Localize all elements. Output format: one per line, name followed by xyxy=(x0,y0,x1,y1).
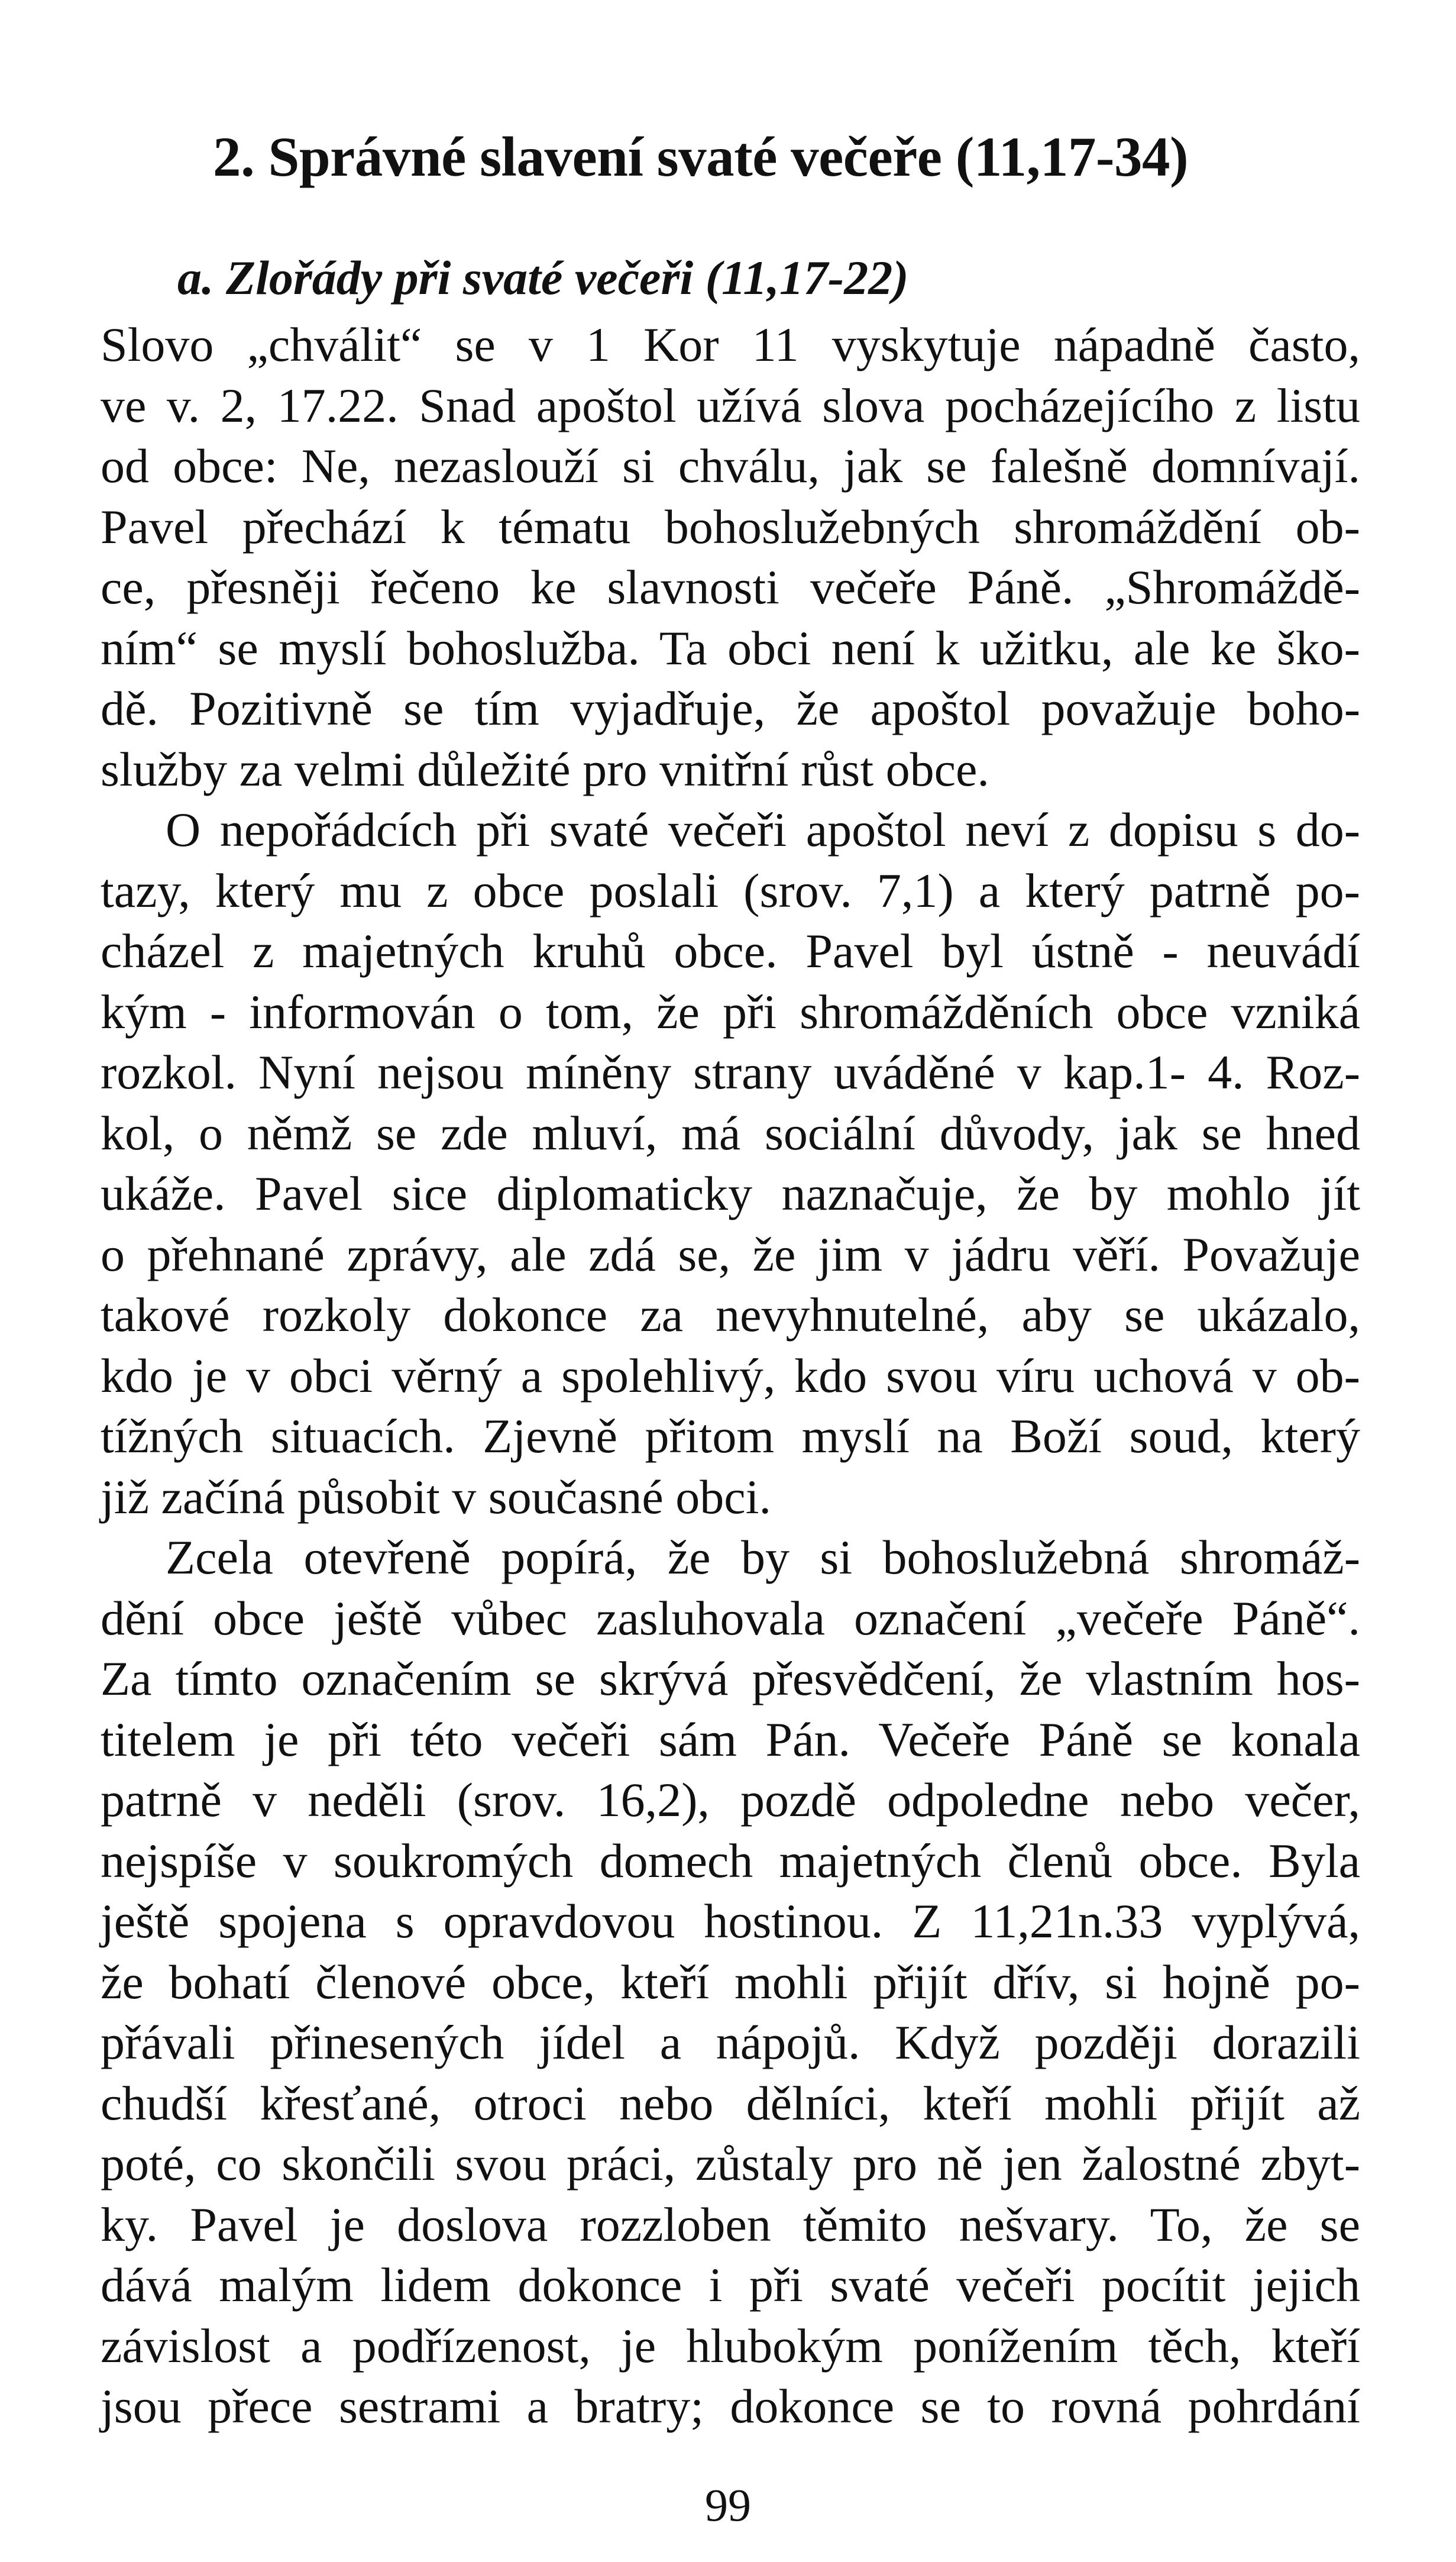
text-line: Zcela otevřeně popírá, že by si bohoslužebná shromáž- xyxy=(166,1530,1360,1584)
text-line: dě. Pozitivně se tím vyjadřuje, že apoštol považuje boho- xyxy=(101,681,1360,735)
subsection-heading: a. Zlořády při svaté večeři (11,17-22) xyxy=(177,251,909,305)
text-line: ve v. 2, 17.22. Snad apoštol užívá slova pocházejícího z listu xyxy=(101,378,1360,432)
text-line: od obce: Ne, nezaslouží si chválu, jak se falešně domnívají. xyxy=(101,439,1360,493)
page-content xyxy=(101,121,1360,2437)
text-line: tazy, který mu z obce poslali (srov. 7,1) a který patrně po- xyxy=(101,863,1360,917)
text-line: ky. Pavel je doslova rozzloben těmito nešvary. To, že se xyxy=(101,2197,1360,2251)
text-line: titelem je při této večeři sám Pán. Večeře Páně se konala xyxy=(101,1712,1360,1766)
section-heading: 2. Správné slavení svaté večeře (11,17-34) xyxy=(213,125,1189,188)
text-line: ukáže. Pavel sice diplomaticky naznačuje, že by mohlo jít xyxy=(101,1167,1360,1220)
text-line: ním“ se myslí bohoslužba. Ta obci není k užitku, ale ke ško- xyxy=(101,621,1360,675)
text-line: Slovo „chválit“ se v 1 Kor 11 vyskytuje nápadně často, xyxy=(101,318,1360,371)
paragraph xyxy=(101,800,1360,1527)
paragraph xyxy=(101,1527,1360,2437)
text-line: nejspíše v soukromých domech majetných členů obce. Byla xyxy=(101,1833,1360,1888)
text-line: chudší křesťané, otroci nebo dělníci, kteří mohli přijít až xyxy=(101,2076,1360,2130)
text-line: cházel z majetných kruhů obce. Pavel byl ústně - neuvádí xyxy=(101,924,1360,978)
text-line: O nepořádcích při svaté večeři apoštol neví z dopisu s do- xyxy=(166,803,1360,857)
text-line: kol, o němž se zde mluví, má sociální důvody, jak se hned xyxy=(101,1106,1360,1160)
body-text xyxy=(101,315,1360,2437)
text-line: patrně v neděli (srov. 16,2), pozdě odpoledne nebo večer, xyxy=(101,1773,1360,1827)
text-line: Pavel přechází k tématu bohoslužebných shromáždění ob- xyxy=(101,499,1360,554)
text-line: přávali přinesených jídel a nápojů. Když později dorazili xyxy=(101,2015,1360,2069)
text-line: tížných situacích. Zjevně přitom myslí na Boží soud, který xyxy=(101,1409,1360,1463)
text-line: takové rozkoly dokonce za nevyhnutelné, aby se ukázalo, xyxy=(101,1288,1360,1342)
text-line: kdo je v obci věrný a spolehlivý, kdo svou víru uchová v ob- xyxy=(101,1348,1360,1403)
page-number: 99 xyxy=(705,2479,751,2531)
text-line: poté, co skončili svou práci, zůstaly pro ně jen žalostné zbyt- xyxy=(101,2137,1360,2191)
paragraph xyxy=(101,315,1360,800)
text-line: dění obce ještě vůbec zasluhovala označení „večeře Páně“. xyxy=(101,1591,1360,1645)
text-line: Za tímto označením se skrývá přesvědčení, že vlastním hos- xyxy=(101,1652,1360,1705)
text-line: o přehnané zprávy, ale zdá se, že jim v jádru věří. Považuje xyxy=(101,1227,1360,1281)
text-line: ce, přesněji řečeno ke slavnosti večeře Páně. „Shromáždě- xyxy=(101,560,1360,614)
text-line: závislost a podřízenost, je hlubokým ponížením těch, kteří xyxy=(101,2318,1360,2373)
text-line: služby za velmi důležité pro vnitřní růst obce. xyxy=(101,742,989,796)
text-line: již začíná působit v současné obci. xyxy=(101,1469,771,1524)
text-line: rozkol. Nyní nejsou míněny strany uváděné v kap.1- 4. Roz- xyxy=(101,1045,1360,1099)
text-line: kým - informován o tom, že při shromážděních obce vzniká xyxy=(101,984,1360,1039)
text-line: ještě spojena s opravdovou hostinou. Z 11,21n.33 vyplývá, xyxy=(101,1894,1360,1948)
text-line: jsou přece sestrami a bratry; dokonce se to rovná pohrdání xyxy=(101,2379,1360,2433)
text-line: že bohatí členové obce, kteří mohli přijít dřív, si hojně po- xyxy=(101,1954,1360,2009)
text-line: dává malým lidem dokonce i při svaté večeři pocítit jejich xyxy=(101,2258,1360,2312)
